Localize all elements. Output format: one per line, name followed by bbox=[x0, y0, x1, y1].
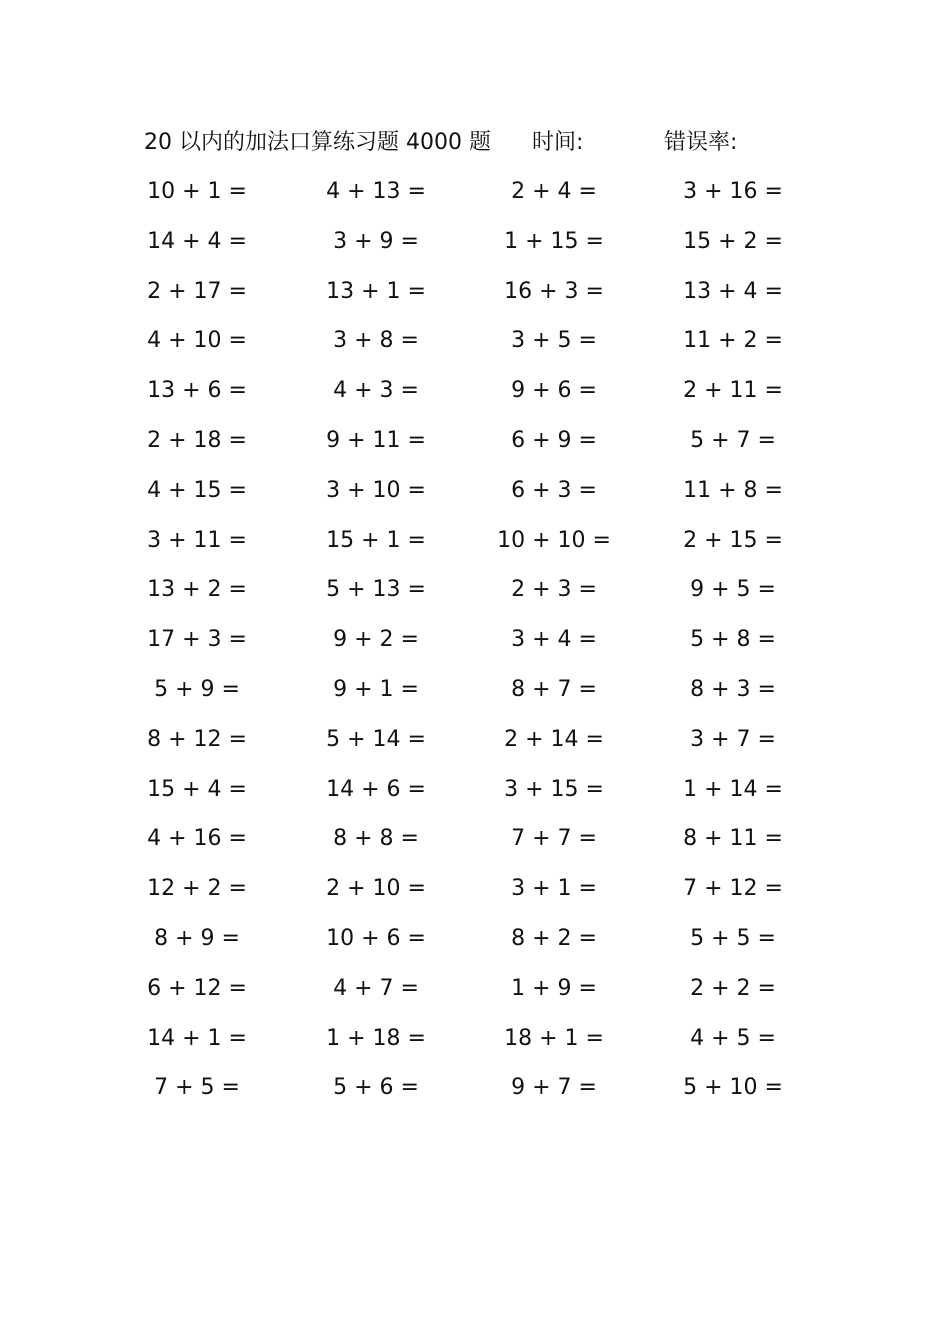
problem-item: 2 + 3 = bbox=[511, 577, 597, 603]
problem-item: 13 + 6 = bbox=[147, 378, 247, 404]
problem-item: 11 + 2 = bbox=[683, 328, 783, 354]
problem-item: 14 + 6 = bbox=[326, 776, 426, 802]
problem-item: 6 + 12 = bbox=[147, 975, 247, 1001]
problem-item: 13 + 1 = bbox=[326, 278, 426, 304]
worksheet-header bbox=[0, 126, 950, 160]
problem-item: 2 + 17 = bbox=[147, 278, 247, 304]
problem-item: 10 + 6 = bbox=[326, 925, 426, 951]
problem-item: 8 + 11 = bbox=[683, 826, 783, 852]
problem-item: 3 + 10 = bbox=[326, 477, 426, 503]
problem-item: 7 + 7 = bbox=[511, 826, 597, 852]
problem-item: 9 + 5 = bbox=[690, 577, 776, 603]
problem-item: 1 + 15 = bbox=[504, 228, 604, 254]
problem-item: 2 + 14 = bbox=[504, 726, 604, 752]
problem-item: 9 + 11 = bbox=[326, 427, 426, 453]
problem-item: 3 + 1 = bbox=[511, 876, 597, 902]
problem-item: 2 + 2 = bbox=[690, 975, 776, 1001]
problem-item: 10 + 10 = bbox=[497, 527, 611, 553]
problem-item: 7 + 5 = bbox=[154, 1075, 240, 1101]
problem-item: 9 + 1 = bbox=[333, 676, 419, 702]
problem-item: 5 + 13 = bbox=[326, 577, 426, 603]
problem-row bbox=[0, 768, 950, 818]
problem-item: 14 + 4 = bbox=[147, 228, 247, 254]
problem-item: 5 + 9 = bbox=[154, 676, 240, 702]
problem-row bbox=[0, 369, 950, 419]
problem-item: 2 + 4 = bbox=[511, 179, 597, 204]
problem-item: 1 + 18 = bbox=[326, 1025, 426, 1051]
problem-row bbox=[0, 1066, 950, 1116]
problem-item: 5 + 8 = bbox=[690, 627, 776, 653]
problem-item: 9 + 2 = bbox=[333, 627, 419, 653]
problem-item: 9 + 6 = bbox=[511, 378, 597, 404]
problem-item: 4 + 15 = bbox=[147, 477, 247, 503]
problem-item: 16 + 3 = bbox=[504, 278, 604, 304]
problem-item: 14 + 1 = bbox=[147, 1025, 247, 1051]
problem-grid bbox=[0, 170, 950, 1116]
problem-row bbox=[0, 319, 950, 369]
problem-item: 3 + 8 = bbox=[333, 328, 419, 354]
problem-item: 7 + 12 = bbox=[683, 876, 783, 902]
problem-row bbox=[0, 967, 950, 1017]
problem-item: 4 + 16 = bbox=[147, 826, 247, 852]
error-rate-label: 错误率: bbox=[664, 130, 738, 155]
problem-item: 3 + 5 = bbox=[511, 328, 597, 354]
problem-item: 2 + 11 = bbox=[683, 378, 783, 404]
problem-item: 4 + 7 = bbox=[333, 975, 419, 1001]
problem-row bbox=[0, 917, 950, 967]
problem-item: 8 + 9 = bbox=[154, 925, 240, 951]
problem-item: 12 + 2 = bbox=[147, 876, 247, 902]
problem-item: 10 + 1 = bbox=[147, 179, 247, 204]
problem-item: 8 + 2 = bbox=[511, 925, 597, 951]
problem-item: 15 + 1 = bbox=[326, 527, 426, 553]
problem-item: 4 + 3 = bbox=[333, 378, 419, 404]
problem-row bbox=[0, 867, 950, 917]
problem-row bbox=[0, 668, 950, 718]
problem-item: 11 + 8 = bbox=[683, 477, 783, 503]
problem-item: 3 + 16 = bbox=[683, 179, 783, 204]
problem-row bbox=[0, 270, 950, 320]
problem-row bbox=[0, 469, 950, 519]
problem-item: 5 + 14 = bbox=[326, 726, 426, 752]
problem-item: 15 + 4 = bbox=[147, 776, 247, 802]
problem-item: 13 + 4 = bbox=[683, 278, 783, 304]
problem-item: 3 + 15 = bbox=[504, 776, 604, 802]
problem-item: 8 + 12 = bbox=[147, 726, 247, 752]
problem-row bbox=[0, 1017, 950, 1067]
problem-item: 5 + 6 = bbox=[333, 1075, 419, 1101]
problem-row bbox=[0, 419, 950, 469]
problem-item: 8 + 3 = bbox=[690, 676, 776, 702]
problem-item: 2 + 18 = bbox=[147, 427, 247, 453]
problem-item: 4 + 10 = bbox=[147, 328, 247, 354]
problem-item: 1 + 14 = bbox=[683, 776, 783, 802]
problem-item: 6 + 9 = bbox=[511, 427, 597, 453]
problem-item: 9 + 7 = bbox=[511, 1075, 597, 1101]
problem-item: 13 + 2 = bbox=[147, 577, 247, 603]
problem-item: 3 + 9 = bbox=[333, 228, 419, 254]
problem-item: 3 + 4 = bbox=[511, 627, 597, 653]
problem-item: 3 + 7 = bbox=[690, 726, 776, 752]
worksheet-title: 20 以内的加法口算练习题 4000 题 bbox=[144, 130, 491, 155]
problem-item: 4 + 13 = bbox=[326, 179, 426, 204]
problem-item: 2 + 15 = bbox=[683, 527, 783, 553]
problem-row bbox=[0, 618, 950, 668]
problem-row bbox=[0, 519, 950, 569]
problem-item: 1 + 9 = bbox=[511, 975, 597, 1001]
problem-item: 3 + 11 = bbox=[147, 527, 247, 553]
problem-row bbox=[0, 170, 950, 220]
problem-item: 5 + 10 = bbox=[683, 1075, 783, 1101]
problem-item: 15 + 2 = bbox=[683, 228, 783, 254]
problem-row bbox=[0, 718, 950, 768]
time-label: 时间: bbox=[532, 130, 584, 155]
problem-row bbox=[0, 817, 950, 867]
problem-row bbox=[0, 220, 950, 270]
problem-item: 8 + 8 = bbox=[333, 826, 419, 852]
problem-item: 4 + 5 = bbox=[690, 1025, 776, 1051]
problem-item: 6 + 3 = bbox=[511, 477, 597, 503]
problem-item: 8 + 7 = bbox=[511, 676, 597, 702]
problem-item: 5 + 5 = bbox=[690, 925, 776, 951]
problem-item: 5 + 7 = bbox=[690, 427, 776, 453]
problem-item: 18 + 1 = bbox=[504, 1025, 604, 1051]
problem-item: 2 + 10 = bbox=[326, 876, 426, 902]
problem-item: 17 + 3 = bbox=[147, 627, 247, 653]
problem-row bbox=[0, 568, 950, 618]
